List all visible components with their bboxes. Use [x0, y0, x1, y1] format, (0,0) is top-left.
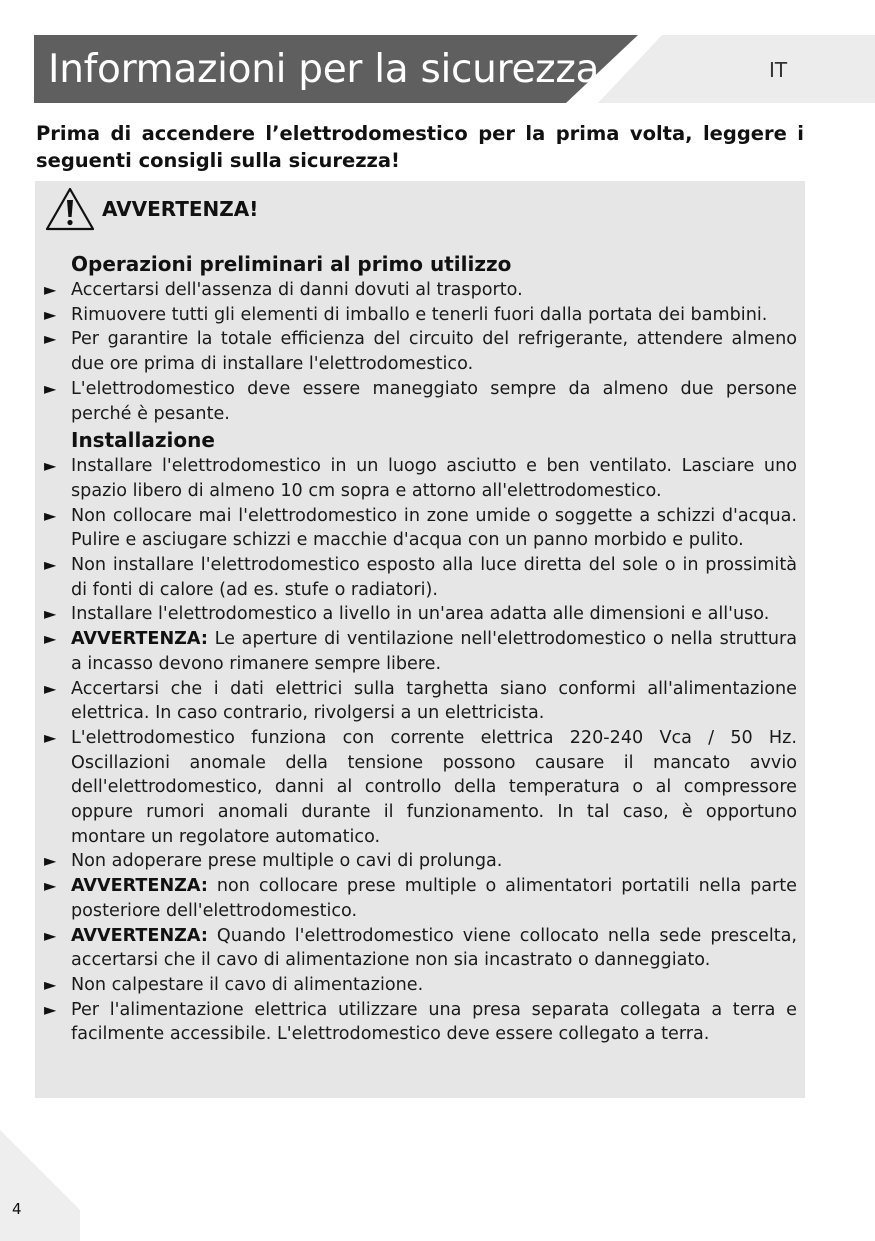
item-text: Rimuovere tutti gli elementi di imballo e tenerli fuori dalla portata dei bambini.	[71, 304, 768, 325]
item-text: non collocare prese multiple o alimentatori portatili nella parte posteriore dell'elettrodomestico.	[71, 876, 797, 921]
bullet-arrow-icon: ►	[44, 876, 57, 896]
list-item	[44, 278, 797, 303]
banner-light-tab	[598, 35, 875, 103]
list-item	[44, 849, 797, 874]
bullet-arrow-icon: ►	[44, 974, 57, 994]
list-item	[44, 726, 797, 850]
bullet-arrow-icon: ►	[44, 456, 57, 476]
list-item	[44, 874, 797, 923]
warning-label: AVVERTENZA:	[71, 876, 208, 897]
safety-content	[44, 250, 797, 1047]
list-item	[44, 377, 797, 426]
bullet-arrow-icon: ►	[44, 629, 57, 649]
bullet-arrow-icon: ►	[44, 378, 57, 398]
bullet-arrow-icon: ►	[44, 304, 57, 324]
item-text: Non adoperare prese multiple o cavi di prolunga.	[71, 851, 503, 872]
bullet-arrow-icon: ►	[44, 604, 57, 624]
item-text: Accertarsi dell'assenza di danni dovuti al trasporto.	[71, 280, 523, 300]
warning-label: AVVERTENZA:	[71, 925, 208, 946]
page-corner	[0, 1130, 80, 1241]
list-item	[44, 973, 797, 998]
item-text: Per garantire la totale efficienza del circuito del refrigerante, attendere almeno due ore prima di installare l'elettrodomestico.	[71, 329, 797, 375]
page-number: 4	[12, 1200, 22, 1218]
bullet-arrow-icon: ►	[44, 727, 57, 747]
list-item	[44, 327, 797, 376]
list-item	[44, 677, 797, 726]
bullet-arrow-icon: ►	[44, 280, 57, 299]
bullet-arrow-icon: ►	[44, 851, 57, 871]
warning-heading: AVVERTENZA!	[102, 197, 259, 221]
page-title: Informazioni per la sicurezza	[48, 47, 600, 92]
section-title: Installazione	[71, 428, 215, 453]
section-title: Operazioni preliminari al primo utilizzo	[71, 252, 512, 276]
item-text: Non installare l'elettrodomestico esposto alla luce diretta del sole o in prossimità di fonti di calore (ad es. stufe o radiatori).	[71, 555, 797, 600]
item-text: Per l'alimentazione elettrica utilizzare una presa separata collegata a terra e facilmente accessibile. L'elettrodomestico deve essere collegato a terra.	[71, 999, 797, 1045]
bullet-arrow-icon: ►	[44, 925, 57, 945]
intro-text: Prima di accendere l’elettrodomestico per la prima volta, leggere i seguenti consigli sulla sicurezza!	[36, 122, 804, 172]
list-item	[44, 454, 797, 503]
item-text: L'elettrodomestico funziona con corrente elettrica 220-240 Vca / 50 Hz. Oscillazioni anomale della tensione possono causare il mancato avvio dell'elettrodomestico, danni al controllo della temperatura o al compressore oppure rumori anomali durante il funzionamento. In tal caso, è opportuno montare un regolatore automatico.	[71, 727, 797, 847]
item-text: Le aperture di ventilazione nell'elettrodomestico o nella struttura a incasso devono rimanere sempre libere.	[71, 629, 797, 674]
list-item	[44, 303, 797, 328]
item-text: Quando l'elettrodomestico viene collocato nella sede prescelta, accertarsi che il cavo di alimentazione non sia incastrato o danneggiato.	[71, 925, 797, 971]
item-text: Installare l'elettrodomestico a livello in un'area adatta alle dimensioni e all'uso.	[71, 604, 770, 625]
list-item	[44, 924, 797, 973]
item-text: L'elettrodomestico deve essere maneggiato sempre da almeno due persone perché è pesante.	[71, 378, 797, 424]
bullet-arrow-icon: ►	[44, 505, 57, 525]
item-text: Non collocare mai l'elettrodomestico in zone umide o soggette a schizzi d'acqua. Pulire e asciugare schizzi e macchie d'acqua con un panno morbido e pulito.	[71, 505, 797, 551]
list-item	[44, 553, 797, 602]
list-item	[44, 627, 797, 676]
list-item	[44, 602, 797, 627]
list-item	[44, 998, 797, 1047]
language-code: IT	[769, 58, 788, 82]
bullet-arrow-icon: ►	[44, 555, 57, 575]
bullet-arrow-icon: ►	[44, 999, 57, 1019]
item-text: Accertarsi che i dati elettrici sulla targhetta siano conformi all'alimentazione elettrica. In caso contrario, rivolgersi a un elettricista.	[71, 678, 797, 724]
item-text: Non calpestare il cavo di alimentazione.	[71, 974, 424, 995]
item-text: Installare l'elettrodomestico in un luogo asciutto e ben ventilato. Lasciare uno spazio libero di almeno 10 cm sopra e attorno all'elettrodomestico.	[71, 456, 797, 501]
warning-icon	[44, 186, 96, 232]
bullet-arrow-icon: ►	[44, 678, 57, 698]
bullet-arrow-icon: ►	[44, 329, 57, 349]
list-item	[44, 504, 797, 553]
warning-label: AVVERTENZA:	[71, 629, 208, 650]
